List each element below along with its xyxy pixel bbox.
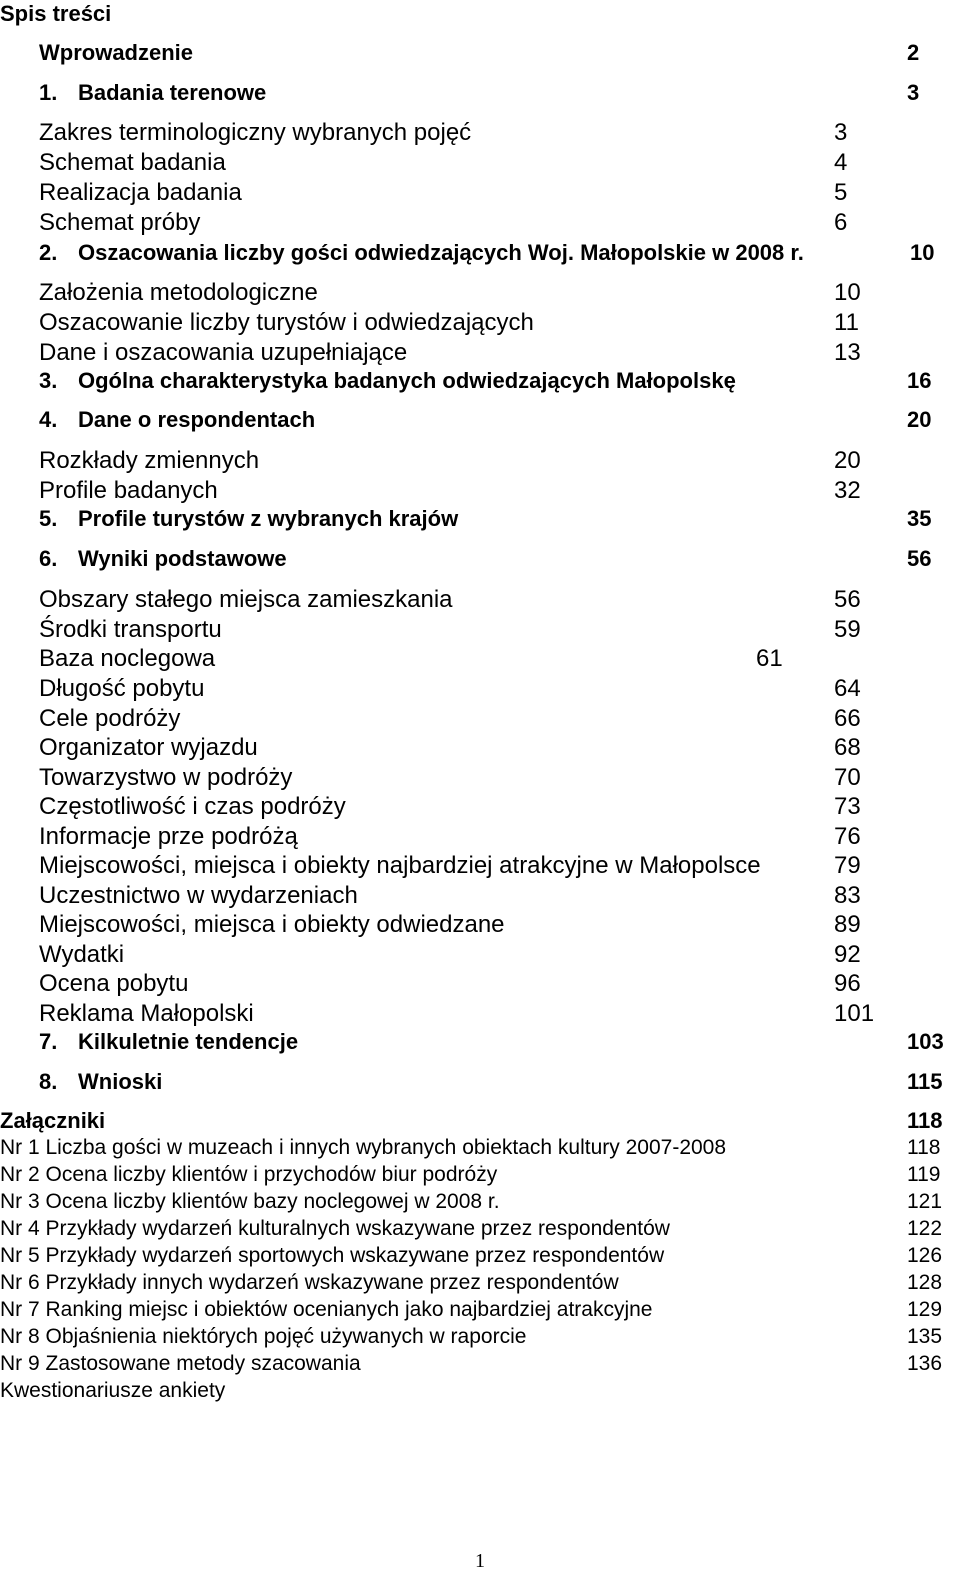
toc-subentry-label: Cele podróży [39, 705, 181, 732]
toc-subentry-page: 73 [834, 793, 861, 820]
toc-appendix-entry-page: 128 [907, 1271, 943, 1294]
toc-chapter-page: 10 [910, 240, 935, 265]
toc-subentry-page: 20 [834, 447, 861, 474]
toc-subentry-label: Realizacja badania [39, 179, 242, 206]
toc-chapter-page: 115 [907, 1069, 943, 1094]
toc-subentry-page: 64 [834, 675, 861, 702]
toc-subentry-page: 66 [834, 705, 861, 732]
footer-page-number: 1 [475, 1550, 485, 1572]
toc-subentry-label: Dane i oszacowania uzupełniające [39, 339, 408, 366]
toc-chapter-label: Badania terenowe [78, 80, 267, 105]
toc-appendix-entry-label: Nr 4 Przykłady wydarzeń kulturalnych wskazywane przez respondentów [0, 1217, 670, 1240]
toc-chapter-label: Ogólna charakterystyka badanych odwiedzających Małopolskę [78, 368, 736, 393]
toc-appendix-entry-page: 126 [907, 1244, 943, 1267]
toc-chapter-number: 3. [39, 368, 58, 393]
toc-appendix-entry-label: Nr 7 Ranking miejsc i obiektów ocenianych jako najbardziej atrakcyjne [0, 1298, 653, 1321]
toc-subentry-page: 11 [834, 309, 859, 336]
toc-subentry-label: Rozkłady zmiennych [39, 447, 260, 474]
toc-chapter-number: 8. [39, 1069, 58, 1094]
toc-chapter-number: 1. [39, 80, 58, 105]
toc-subentry-page: 68 [834, 734, 861, 761]
toc-subentry-page: 3 [834, 119, 848, 146]
toc-subentry-label: Towarzystwo w podróży [39, 764, 293, 791]
toc-subentry-page: 76 [834, 823, 861, 850]
toc-subentry-label: Obszary stałego miejsca zamieszkania [39, 586, 453, 613]
toc-appendix-entry-page: 135 [907, 1325, 943, 1348]
toc-subentry-label: Częstotliwość i czas podróży [39, 793, 346, 820]
toc-chapter-page: 103 [907, 1029, 944, 1054]
toc-chapter-page: 20 [907, 407, 932, 432]
toc-chapter-label: Dane o respondentach [78, 407, 316, 432]
toc-subentry-label: Organizator wyjazdu [39, 734, 258, 761]
toc-appendix-entry-page: 121 [907, 1190, 943, 1213]
toc-subentry-label: Baza noclegowa [39, 645, 216, 672]
toc-subentry-page: 89 [834, 911, 861, 938]
toc-appendix-page: 118 [907, 1108, 943, 1133]
toc-subentry-page: 6 [834, 209, 848, 236]
toc-appendix-entry-page: 118 [907, 1136, 941, 1159]
toc-subentry-label: Oszacowanie liczby turystów i odwiedzających [39, 309, 534, 336]
toc-subentry-page: 101 [834, 1000, 875, 1027]
toc-chapter-number: 2. [39, 240, 58, 265]
toc-chapter-page: 35 [907, 506, 932, 531]
toc-chapter-page: 3 [907, 80, 920, 105]
toc-appendix-entry-page: 122 [907, 1217, 943, 1240]
toc-chapter-number: 4. [39, 407, 58, 432]
toc-subentry-page: 92 [834, 941, 861, 968]
toc-subentry-page: 96 [834, 970, 861, 997]
toc-subentry-label: Uczestnictwo w wydarzeniach [39, 882, 358, 909]
toc-chapter-page: 16 [907, 368, 932, 393]
toc-chapter-number: 5. [39, 506, 58, 531]
toc-chapter-page: 56 [907, 546, 932, 571]
toc-subentry-page: 70 [834, 764, 861, 791]
toc-appendix-entry-page: 136 [907, 1352, 943, 1375]
toc-chapter-number: 7. [39, 1029, 58, 1054]
toc-subentry-page: 32 [834, 477, 861, 504]
page-title: Spis treści [0, 1, 112, 26]
toc-chapter-label: Profile turystów z wybranych krajów [78, 506, 459, 531]
toc-subentry-page: 13 [834, 339, 861, 366]
toc-entry-page: 2 [907, 40, 920, 65]
toc-subentry-page: 4 [834, 149, 848, 176]
toc-chapter-number: 6. [39, 546, 58, 571]
toc-chapter-label: Wyniki podstawowe [78, 546, 287, 571]
toc-subentry-label: Reklama Małopolski [39, 1000, 254, 1027]
toc-subentry-page: 59 [834, 616, 861, 643]
toc-chapter-label: Kilkuletnie tendencje [78, 1029, 299, 1054]
toc-appendix-entry-label: Nr 9 Zastosowane metody szacowania [0, 1352, 361, 1375]
toc-subentry-page: 61 [756, 645, 783, 672]
toc-subentry-page: 79 [834, 852, 861, 879]
toc-subentry-label: Zakres terminologiczny wybranych pojęć [39, 119, 472, 146]
toc-subentry-page: 56 [834, 586, 861, 613]
toc-appendix-entry-label: Nr 8 Objaśnienia niektórych pojęć używanych w raporcie [0, 1325, 527, 1348]
toc-subentry-label: Założenia metodologiczne [39, 279, 318, 306]
toc-subentry-label: Schemat badania [39, 149, 226, 176]
toc-subentry-page: 5 [834, 179, 848, 206]
toc-appendix-entry-label: Nr 2 Ocena liczby klientów i przychodów biur podróży [0, 1163, 498, 1186]
toc-subentry-page: 10 [834, 279, 861, 306]
toc-subentry-label: Miejscowości, miejsca i obiekty odwiedzane [39, 911, 505, 938]
toc-subentry-label: Środki transportu [39, 616, 222, 643]
toc-subentry-label: Ocena pobytu [39, 970, 189, 997]
toc-appendix-entry-label: Nr 3 Ocena liczby klientów bazy noclegowej w 2008 r. [0, 1190, 500, 1213]
toc-chapter-label: Oszacowania liczby gości odwiedzających Woj. Małopolskie w 2008 r. [78, 240, 804, 265]
toc-subentry-label: Profile badanych [39, 477, 218, 504]
toc-appendix-heading: Załączniki [0, 1108, 106, 1133]
toc-subentry-label: Schemat próby [39, 209, 201, 236]
toc-appendix-entry-label: Nr 6 Przykłady innych wydarzeń wskazywane przez respondentów [0, 1271, 619, 1294]
toc-subentry-label: Długość pobytu [39, 675, 205, 702]
toc-subentry-label: Informacje prze podróżą [39, 823, 298, 850]
toc-subentry-label: Miejscowości, miejsca i obiekty najbardziej atrakcyjne w Małopolsce [39, 852, 761, 879]
toc-chapter-label: Wnioski [78, 1069, 163, 1094]
toc-appendix-entry-label: Kwestionariusze ankiety [0, 1379, 226, 1402]
toc-appendix-entry-label: Nr 5 Przykłady wydarzeń sportowych wskazywane przez respondentów [0, 1244, 665, 1267]
toc-entry-label: Wprowadzenie [39, 40, 194, 65]
toc-subentry-label: Wydatki [39, 941, 125, 968]
toc-subentry-page: 83 [834, 882, 861, 909]
toc-appendix-entry-label: Nr 1 Liczba gości w muzeach i innych wybranych obiektach kultury 2007-2008 [0, 1136, 727, 1159]
toc-appendix-entry-page: 129 [907, 1298, 943, 1321]
toc-appendix-entry-page: 119 [907, 1163, 941, 1186]
